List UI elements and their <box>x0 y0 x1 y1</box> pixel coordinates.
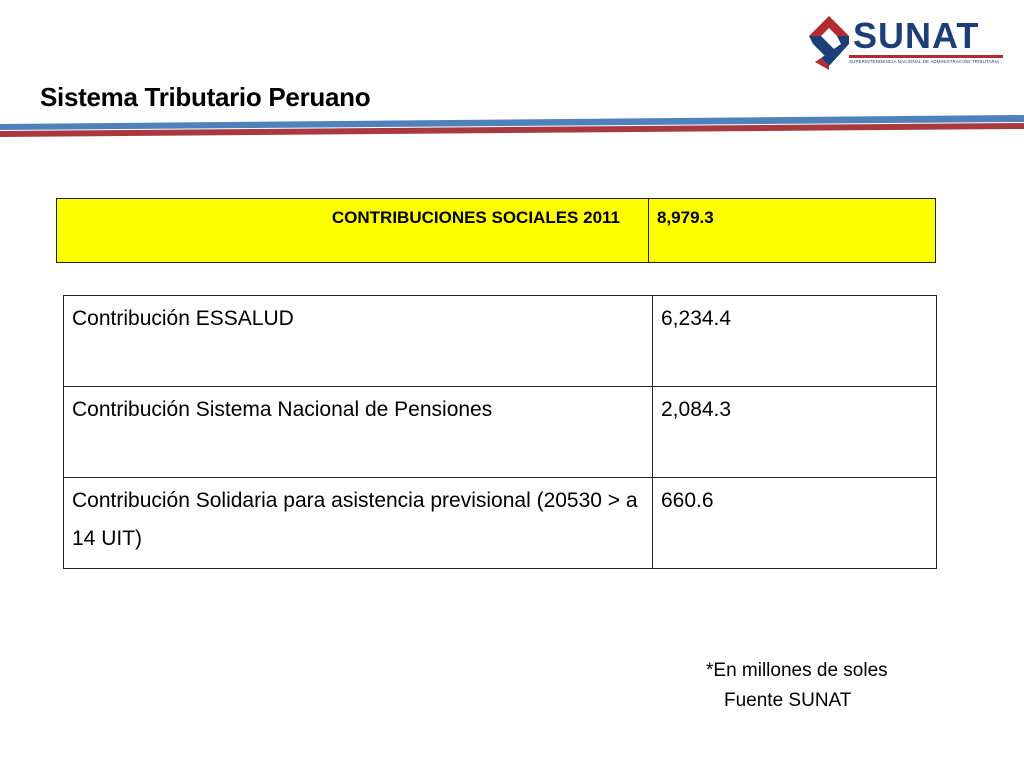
logo-tagline: SUPERINTENDENCIA NACIONAL DE ADMINISTRACIÓN TRIBUTARIA <box>849 55 1003 66</box>
row-label: Contribución Solidaria para asistencia previsional (20530 > a 14 UIT) <box>64 478 653 569</box>
contributions-table <box>63 295 937 569</box>
row-value: 660.6 <box>653 478 937 569</box>
row-label: Contribución ESSALUD <box>64 296 653 387</box>
row-value: 6,234.4 <box>653 296 937 387</box>
table-row <box>64 387 937 478</box>
summary-label: CONTRIBUCIONES SOCIALES 2011 <box>57 199 649 262</box>
logo-wordmark: SUNAT <box>853 15 980 56</box>
page-title: Sistema Tributario Peruano <box>40 82 371 112</box>
header-divider <box>0 110 1024 142</box>
table-row <box>64 296 937 387</box>
footnotes <box>706 656 888 716</box>
sunat-emblem-icon <box>805 14 853 70</box>
units-note: *En millones de soles <box>706 660 888 681</box>
row-value: 2,084.3 <box>653 387 937 478</box>
sunat-logo <box>805 14 1005 70</box>
summary-box <box>56 198 936 263</box>
source-note: Fuente SUNAT <box>724 690 852 711</box>
row-label: Contribución Sistema Nacional de Pensiones <box>64 387 653 478</box>
table-row <box>64 478 937 569</box>
summary-value: 8,979.3 <box>657 208 714 227</box>
